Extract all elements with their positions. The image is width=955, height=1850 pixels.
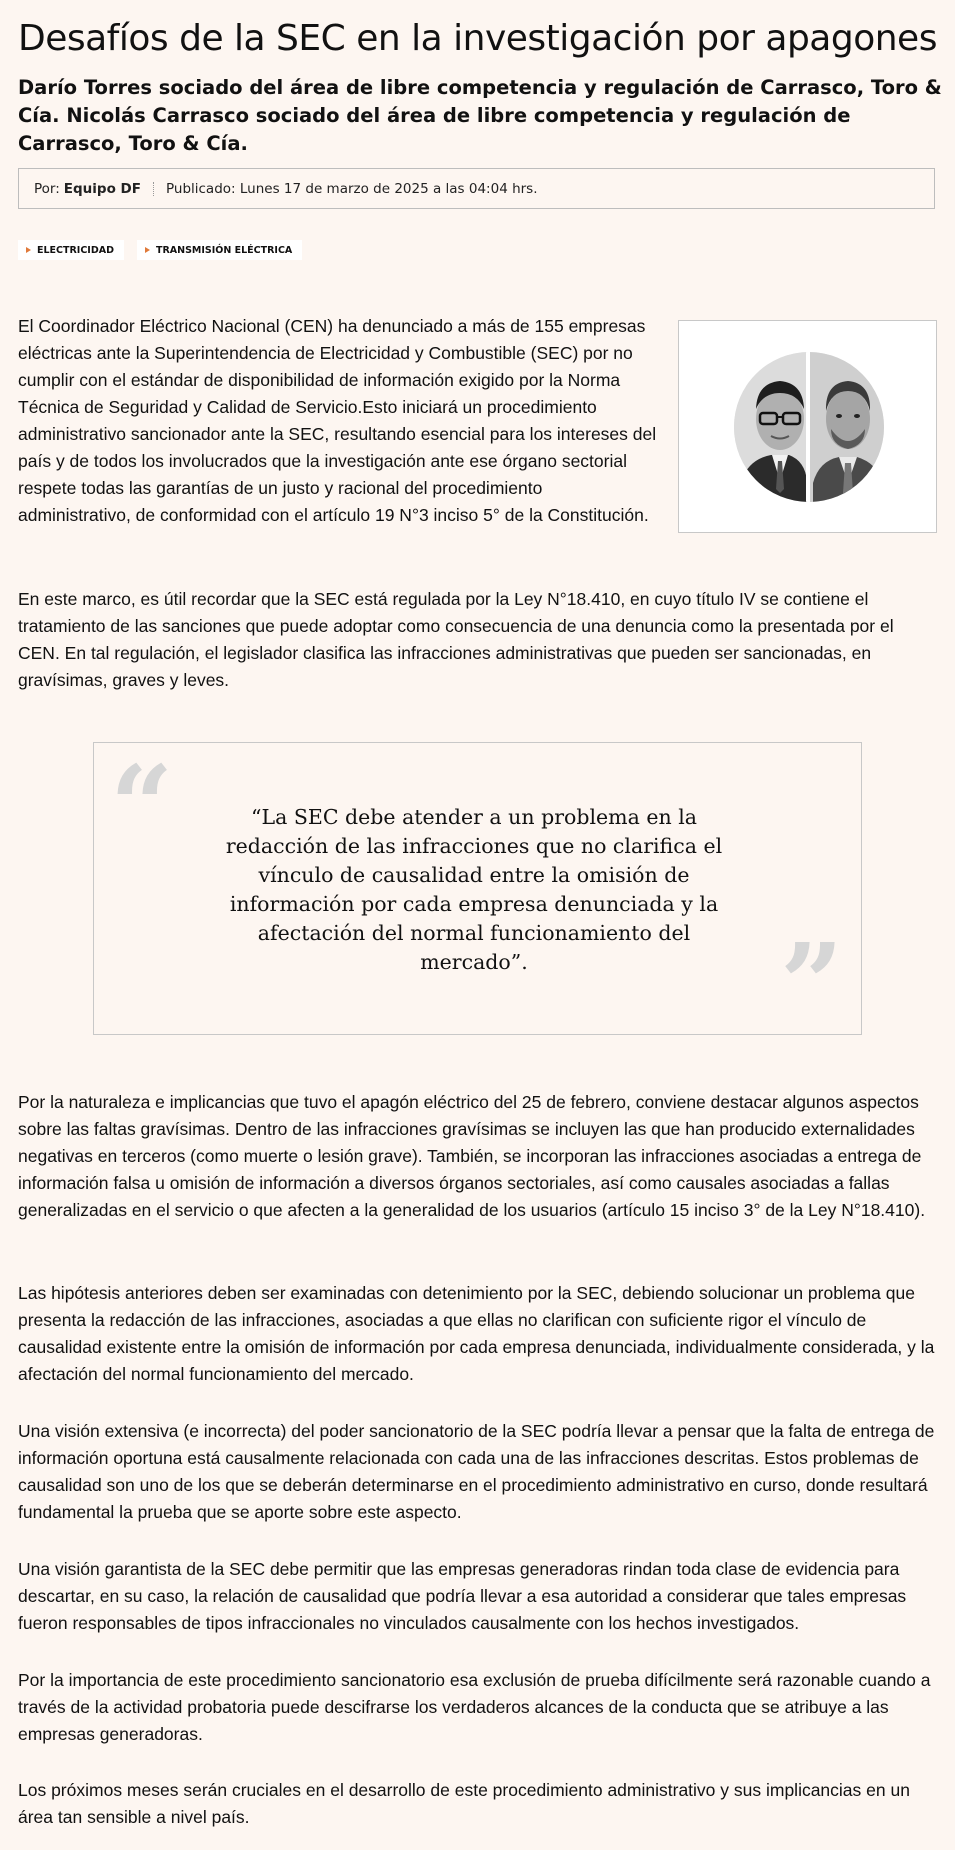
article-meta xyxy=(18,168,935,209)
authors-portrait-image xyxy=(679,321,938,534)
paragraph: Una visión extensiva (e incorrecta) del poder sancionatorio de la SEC podría llevar a pensar que la falta de entrega de información oportuna está causalmente relacionada con cada una de las infracciones descritas. Estos problemas de causalidad son uno de los que se deberán determinarse en el procedimiento administrativo en curso, donde resultará fundamental la prueba que se aporte sobre este aspecto. xyxy=(18,1421,935,1522)
paragraph: Por la importancia de este procedimiento sancionatorio esa exclusión de prueba difícilmente será razonable cuando a través de la actividad probatoria puede descifrarse los verdaderos alcances de la conducta que se atribuye a las empresas generadoras. xyxy=(18,1670,931,1744)
paragraph: Las hipótesis anteriores deben ser examinadas con detenimiento por la SEC, debiendo solucionar un problema que presenta la redacción de las infracciones, asociadas a que ellas no clarifican con suficiente rigor el vínculo de causalidad existente entre la omisión de información por cada empresa denunciada, individualmente considerada, y la afectación del normal funcionamiento del mercado. xyxy=(18,1283,935,1384)
triangle-right-icon xyxy=(26,247,31,253)
paragraph: Los próximos meses serán cruciales en el desarrollo de este procedimiento administrativo y sus implicancias en un área tan sensible a nivel país. xyxy=(18,1780,910,1827)
paragraph: Una visión garantista de la SEC debe permitir que las empresas generadoras rindan toda clase de evidencia para descartar, en su caso, la relación de causalidad que podría llevar a esa autoridad a considerar que tales empresas fueron responsables de tipos infraccionales no vinculados causalmente con los hechos investigados. xyxy=(18,1559,907,1633)
quote-text: “La SEC debe atender a un problema en la redacción de las infracciones que no clarifica el vínculo de causalidad entre la omisión de información por cada empresa denunciada y la afectación del normal funcionamiento del mercado”. xyxy=(225,805,723,974)
paragraph: El Coordinador Eléctrico Nacional (CEN) ha denunciado a más de 155 empresas eléctricas ante la Superintendencia de Electricidad y Combustible (SEC) por no cumplir con el estándar de disponibilidad de información exigido por la Norma Técnica de Seguridad y Calidad de Servicio.Esto iniciará un procedimiento administrativo sancionador ante la SEC, resultando esencial para los intereses del país y de todos los involucrados que la investigación ante ese órgano sectorial respete todas las garantías de un justo y racional del procedimiento administrativo, de conformidad con el artículo 19 N°3 inciso 5° de la Constitución. xyxy=(18,316,657,525)
triangle-right-icon xyxy=(145,247,150,253)
author-prefix: Por: xyxy=(34,180,60,197)
meta-separator xyxy=(153,182,154,196)
tag-list xyxy=(18,240,302,260)
tag-label: TRANSMISIÓN ELÉCTRICA xyxy=(155,244,293,256)
pull-quote xyxy=(93,741,862,1048)
paragraph: En este marco, es útil recordar que la SEC está regulada por la Ley N°18.410, en cuyo título IV se contiene el tratamiento de las sanciones que puede adoptar como consecuencia de una denuncia como la presentada por el CEN. En tal regulación, el legislador clasifica las infracciones administrativas que pueden ser sancionadas, en gravísimas, graves y leves. xyxy=(18,589,894,690)
authors-photo xyxy=(678,320,937,533)
article-subtitle: Darío Torres sociado del área de libre competencia y regulación de Carrasco, Toro & Cía. Nicolás Carrasco sociado del área de libre competencia y regulación de Carrasco, Toro & Cía. xyxy=(18,76,942,155)
article-title: Desafíos de la SEC en la investigación por apagones xyxy=(18,18,937,59)
close-quote-icon: ” xyxy=(780,919,844,1048)
tag-transmision-electrica[interactable] xyxy=(137,240,302,260)
tag-electricidad[interactable] xyxy=(18,240,124,260)
published-date: Publicado: Lunes 17 de marzo de 2025 a las 04:04 hrs. xyxy=(165,180,538,197)
tag-label: ELECTRICIDAD xyxy=(37,244,114,256)
author-name[interactable]: Equipo DF xyxy=(63,180,141,197)
paragraph: Por la naturaleza e implicancias que tuvo el apagón eléctrico del 25 de febrero, conviene destacar algunos aspectos sobre las faltas gravísimas. Dentro de las infracciones gravísimas se incluyen las que han producido externalidades negativas en terceros (como muerte o lesión grave). También, se incorporan las infracciones asociadas a entrega de información falsa u omisión de información a diversos órganos sectoriales, así como causales asociadas a fallas generalizadas en el servicio o que afecten a la generalidad de los usuarios (artículo 15 inciso 3° de la Ley N°18.410). xyxy=(18,1092,926,1220)
open-quote-icon: “ xyxy=(110,741,174,870)
